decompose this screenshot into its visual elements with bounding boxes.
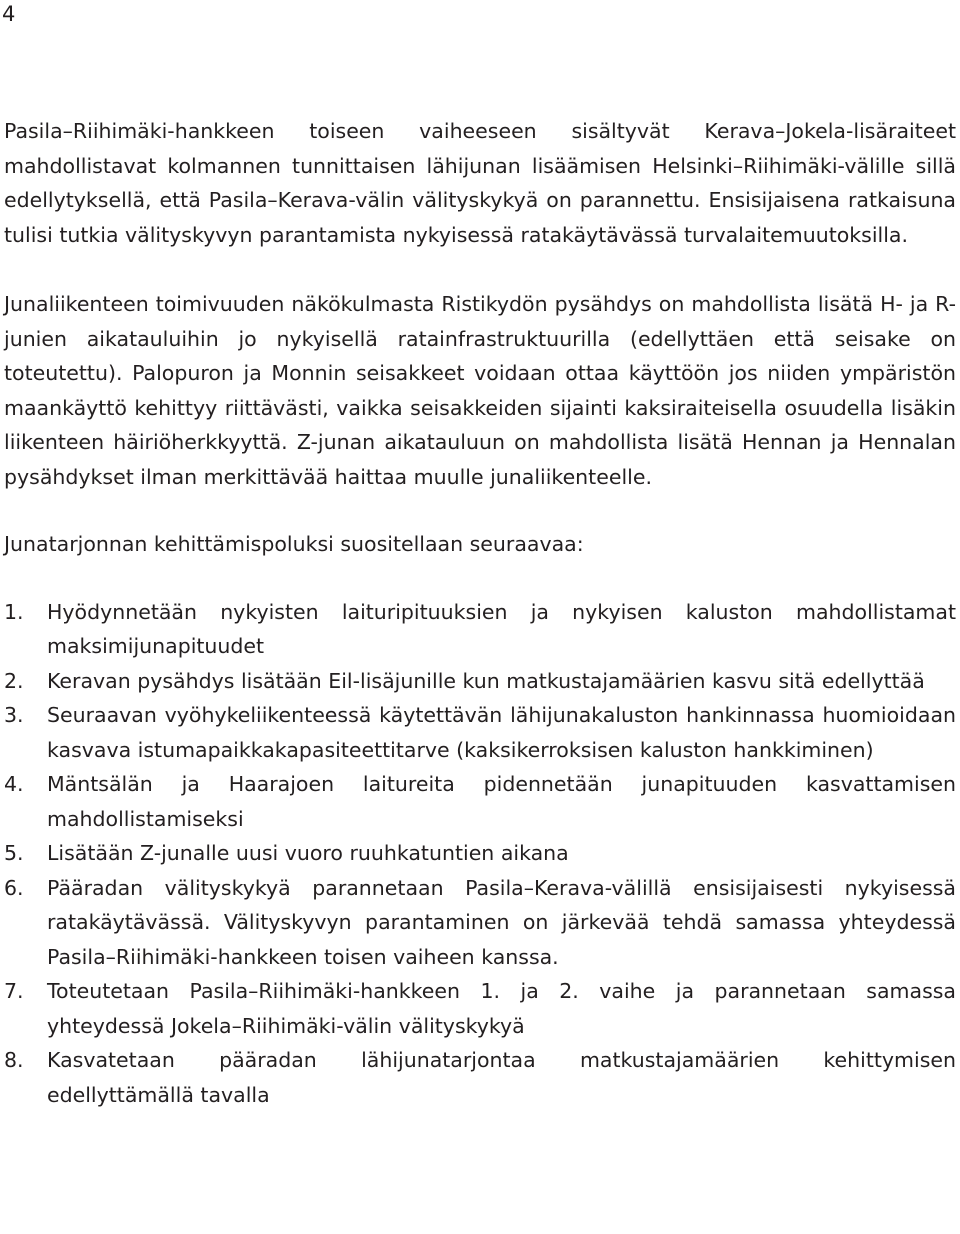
- list-item: [4, 698, 956, 767]
- document-body: [4, 114, 956, 1112]
- list-item: [4, 974, 956, 1043]
- paragraph-capacity: Pasila–Riihimäki-hankkeen toiseen vaiheeseen sisältyvät Kerava–Jokela-lisäraiteet mahdollistavat kolmannen tunnittaisen lähijunan lisäämisen Helsinki–Riihimäki-välille sillä edellytyksellä, että Pasila–Kerava-välin välityskykyä on parannettu. Ensisijaisena ratkaisuna tulisi tutkia välityskyvyn parantamista nykyisessä ratakäytävässä turvalaitemuutoksilla.: [4, 119, 956, 247]
- list-item-number: 8.: [4, 1048, 24, 1072]
- list-item-number: 7.: [4, 979, 24, 1003]
- list-item-number: 6.: [4, 875, 24, 900]
- list-item-number: 1.: [4, 599, 24, 624]
- list-item-number: 4.: [4, 772, 24, 796]
- list-item-text: Hyödynnetään nykyisten laituripituuksien ja nykyisen kaluston mahdollistamat maksimijunapituudet: [47, 599, 956, 658]
- list-item-text: Seuraavan vyöhykeliikenteessä käytettävän lähijunakaluston hankinnassa huomioidaan kasvava istumapaikkakapasiteettitarve (kaksikerroksisen kaluston hankkiminen): [47, 703, 956, 762]
- list-item-text: Kasvatetaan pääradan lähijunatarjontaa matkustajamäärien kehittymisen edellyttämällä tavalla: [47, 1048, 956, 1107]
- list-item: [4, 1043, 956, 1112]
- list-item-text: Mäntsälän ja Haarajoen laitureita pidennetään junapituuden kasvattamisen mahdollistamiseksi: [47, 772, 956, 831]
- list-item: [4, 767, 956, 836]
- list-item-text: Keravan pysähdys lisätään Eil-lisäjunille kun matkustajamäärien kasvu sitä edellyttää: [47, 668, 925, 693]
- paragraph-stops: Junaliikenteen toimivuuden näkökulmasta Ristikydön pysähdys on mahdollista lisätä H- ja R-junien aikatauluihin jo nykyisellä ratainfrastruktuurilla (edellyttäen että seisake on toteutettu). Palopuron ja Monnin seisakkeet voidaan ottaa käyttöön jos niiden ympäristön maankäyttö kehittyy riittävästi, vaikka seisakkeiden sijainti kaksiraiteisella osuudella lisäkin liikenteen häiriöherkkyyttä. Z-junan aikatauluun on mahdollista lisätä Hennan ja Hennalan pysähdykset ilman merkittävää haittaa muulle junaliikenteelle.: [4, 292, 956, 489]
- list-item: [4, 836, 956, 871]
- list-item-number: 2.: [4, 668, 24, 693]
- list-item-number: 5.: [4, 841, 24, 865]
- list-item: [4, 664, 956, 699]
- list-item: [4, 871, 956, 975]
- list-item: [4, 595, 956, 664]
- list-item-text: Pääradan välityskykyä parannetaan Pasila–Kerava-välillä ensisijaisesti nykyisessä ratakäytävässä. Välityskyvyn parantaminen on järkevää tehdä samassa yhteydessä Pasila–Riihimäki-hankkeen toisen vaiheen kanssa.: [47, 875, 956, 969]
- recommendations-list: [4, 595, 956, 1113]
- list-item-number: 3.: [4, 703, 24, 727]
- list-item-text: Toteutetaan Pasila–Riihimäki-hankkeen 1. ja 2. vaihe ja parannetaan samassa yhteydessä Jokela–Riihimäki-välin välityskykyä: [47, 979, 956, 1038]
- list-item-text: Lisätään Z-junalle uusi vuoro ruuhkatuntien aikana: [47, 841, 569, 865]
- recommendations-intro: Junatarjonnan kehittämispoluksi suositellaan seuraavaa:: [4, 532, 584, 556]
- page-number: 4: [2, 2, 16, 26]
